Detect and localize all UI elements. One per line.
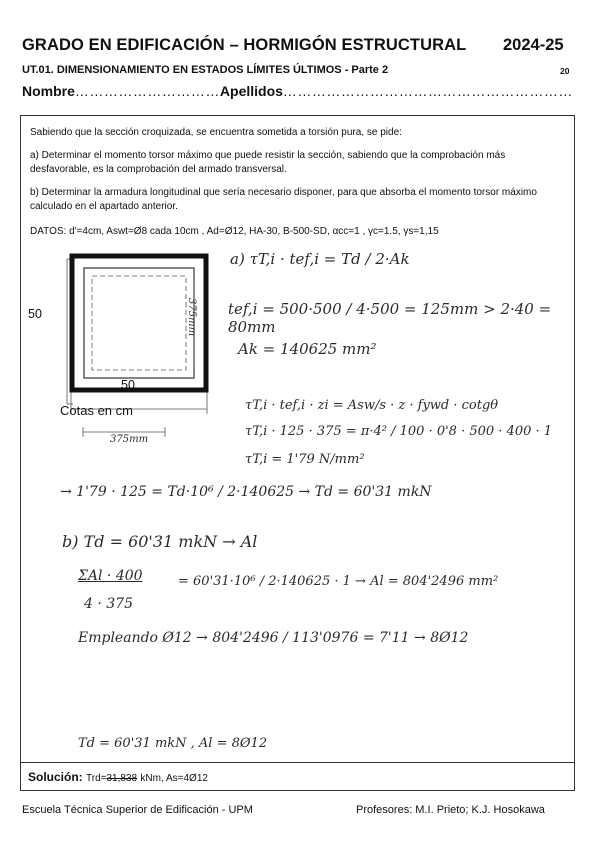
name-label: Nombre — [22, 83, 75, 99]
footer-teachers: Profesores: M.I. Prieto; K.J. Hosokawa — [356, 804, 545, 816]
surname-field[interactable]: …………………………………………………… — [282, 83, 573, 99]
solution-t-unit: kNm, As=4Ø12 — [140, 773, 208, 784]
figure-caption: Cotas en cm — [60, 403, 133, 418]
hand-line-al-den: 4 · 375 — [84, 596, 133, 612]
name-field[interactable]: ………………………… — [74, 83, 220, 99]
hand-line-al-mid: = 60'31·10⁶ / 2·140625 · 1 → Al = 804'2496 mm² — [178, 574, 499, 589]
dimension-bottom: 50 — [121, 378, 135, 392]
document-title: GRADO EN EDIFICACIÓN – HORMIGÓN ESTRUCTURAL — [22, 36, 467, 54]
statement-part-b: b) Determinar la armadura longitudinal que sería necesario disponer, para que absorba el momento torsor máximo calculado en el apartado anterior. — [30, 187, 537, 212]
surname-label: Apellidos — [219, 83, 283, 99]
footer-school: Escuela Técnica Superior de Edificación - UPM — [22, 804, 253, 816]
statement-intro: Sabiendo que la sección croquizada, se encuentra sometida a torsión pura, se pide: — [30, 127, 402, 138]
page-number: 20 — [560, 66, 570, 76]
dimension-left: 50 — [28, 307, 42, 321]
hand-line-tef: tef,i = 500·500 / 4·500 = 125mm > 2·40 = 80mm — [228, 300, 552, 336]
hand-inner-vertical: 375mm — [186, 298, 197, 337]
solution-t-value: 31,838 — [106, 773, 138, 784]
hand-inner-horizontal: 375mm — [110, 434, 149, 445]
statement-part-a: a) Determinar el momento torsor máximo que puede resistir la sección, sabiendo que la comprobación más desfavorable, es la comprobación del armado transversal. — [30, 150, 506, 175]
hand-line-eq1: τT,i · tef,i · zi = Asw/s · z · fywd · cotgθ — [245, 398, 499, 413]
hand-line-emp: Empleando Ø12 → 804'2496 / 113'0976 = 7'11 → 8Ø12 — [78, 630, 469, 646]
hand-line-b: b) Td = 60'31 mkN → Al — [62, 532, 258, 551]
name-line — [22, 83, 582, 99]
hand-line-final: Td = 60'31 mkN , Al = 8Ø12 — [78, 736, 268, 751]
statement-data: DATOS: d'=4cm, Aswt=Ø8 cada 10cm , Ad=Ø12, HA-30, B-500-SD, αcc=1 , γc=1.5, γs=1,15 — [30, 226, 439, 237]
hand-line-ak: Ak = 140625 mm² — [238, 340, 377, 358]
hand-line-al-num: ΣAl · 400 — [78, 568, 143, 584]
hand-line-eq3: τT,i = 1'79 N/mm² — [245, 452, 365, 467]
hand-line-eq2: τT,i · 125 · 375 = π·4² / 100 · 0'8 · 500 · 400 · 1 — [245, 424, 553, 439]
hand-line-td: → 1'79 · 125 = Td·10⁶ / 2·140625 → Td = 60'31 mkN — [60, 484, 432, 500]
effective-thickness-line — [92, 276, 186, 370]
solution-t-label: Trd= — [86, 773, 107, 784]
unit-subtitle: UT.01. DIMENSIONAMIENTO EN ESTADOS LÍMITES ÚLTIMOS - Parte 2 — [22, 64, 389, 76]
solution-label: Solución: — [28, 770, 83, 784]
academic-year: 2024-25 — [503, 36, 564, 54]
solution-line — [28, 770, 208, 784]
stirrup — [84, 268, 194, 378]
hand-line-a: a) τT,i · tef,i = Td / 2·Ak — [230, 250, 410, 268]
